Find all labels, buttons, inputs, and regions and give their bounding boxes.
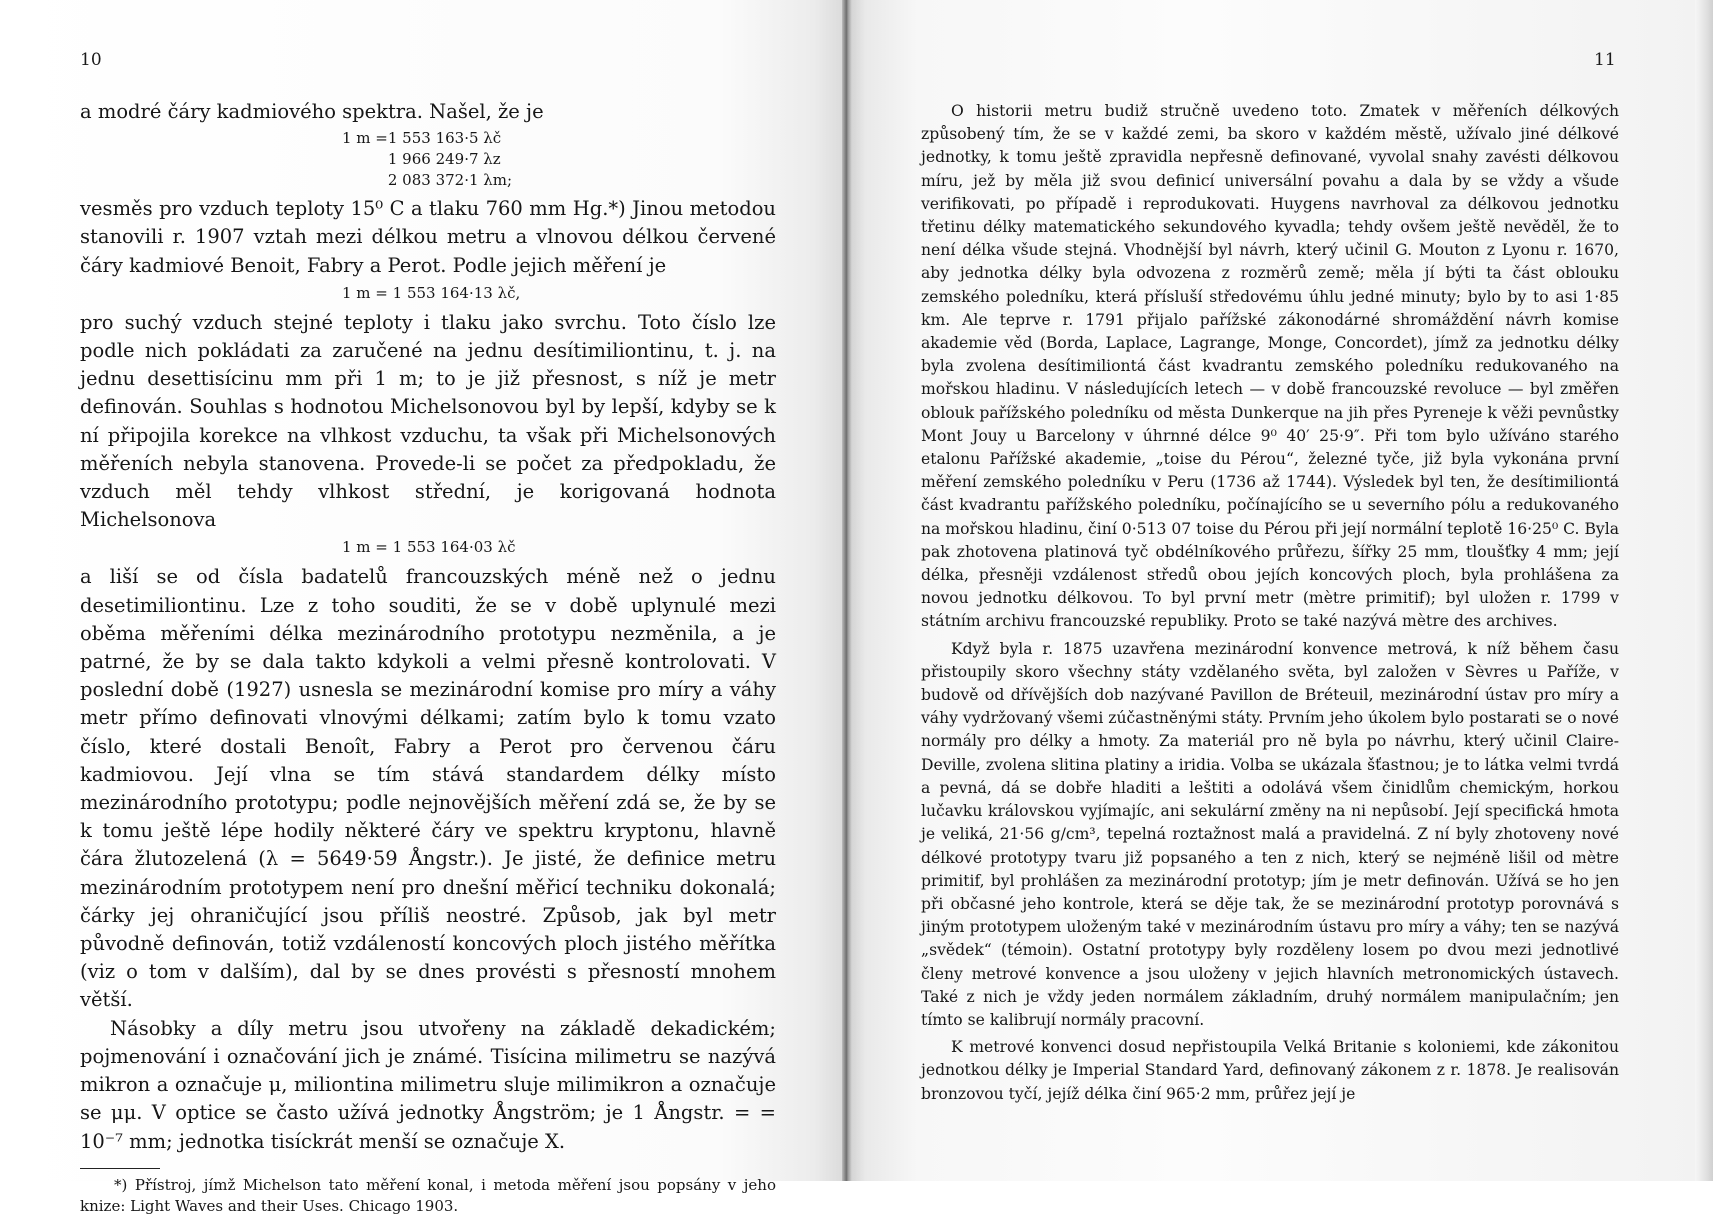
equation-corrected: 1 m = 1 553 164·03 λč: [342, 538, 516, 557]
footnote: *) Přístroj, jímž Michelson tato měření konal, i metoda měření jsou popsány v jeho knize: Light Waves and their Uses. Chicago 1903.: [80, 1175, 776, 1215]
paragraph: a modré čáry kadmiového spektra. Našel, že je: [80, 100, 544, 123]
page-number-right: 11: [1594, 50, 1616, 70]
right-page-body: [921, 100, 1619, 1106]
equation-line: 2 083 372·1 λm;: [387, 171, 513, 190]
page-number-left: 10: [80, 50, 102, 70]
paragraph: vesměs pro vzduch teploty 15⁰ C a tlaku 760 mm Hg.*) Jinou metodou stanovili r. 1907 vztah mezi délkou metru a vlnovou délkou červené čáry kadmiové Benoit, Fabry a Perot. Podle jejich měření je: [80, 197, 776, 277]
left-page: [0, 0, 848, 1215]
equation-line: 1 553 163·5 λč: [387, 129, 502, 148]
paragraph: Násobky a díly metru jsou utvořeny na základě dekadickém; pojmenování i označování jich je známé. Tisícina milimetru se nazývá mikron a označuje μ, miliontina milimetru sluje milimikron a označuje se μμ. V optice se často užívá jednotky Ångström; je 1 Ångstr. = = 10⁻⁷ mm; jednotka tisíckrát menší se označuje X.: [80, 1016, 776, 1153]
paragraph: pro suchý vzduch stejné teploty i tlaku jako svrchu. Toto číslo lze podle nich pokládati za zaručené na jednu desítimiliontinu, t. j. na jednu desettisícinu mm při 1 m; to je již přesnost, s níž je metr definován. Souhlas s hodnotou Michelsonovou byl by lepší, kdyby se k ní připojila korekce na vlhkost vzduchu, ta však při Michelsonových měřeních nebyla stanovena. Provede-li se počet za předpokladu, že vzduch měl tehdy vlhkost střední, je korigovaná hodnota Michelsonova: [80, 310, 776, 532]
equation-benoit: 1 m = 1 553 164·13 λč,: [342, 283, 521, 302]
equation-line: 1 966 249·7 λz: [387, 150, 501, 169]
paragraph: a liší se od čísla badatelů francouzských méně než o jednu desetimiliontinu. Lze z toho souditi, že se v době uplynulé mezi oběma měřeními délka mezinárodního prototypu nezměnila, a je patrné, že by se dala takto kdykoli a velmi přesně kontrolovati. V poslední době (1927) usnesla se mezinárodní komise pro míry a váhy metr přímo definovati vlnovými délkami; zatím bylo k tomu vzato číslo, které dostali Benoît, Fabry a Perot pro červenou čáru kadmiovou. Její vlna se tím stává standardem délky místo mezinárodního prototypu; podle nejnovějších měření zdá se, že by se k tomu ještě lépe hodily některé čáry ve spektru kryptonu, hlavně čára žlutozelená (λ = 5649·59 Ångstr.). Je jisté, že definice metru mezinárodním prototypem není pro dnešní měřicí techniku dokonalá; čárky jej ohraničující jsou příliš neostré. Způsob, jak byl metr původně definován, totiž vzdáleností koncových ploch jistého měřítka (viz o tom v dalším), dal by se dnes provésti s přesností mnohem větší.: [80, 565, 776, 1012]
equation-michelson: [342, 128, 776, 191]
footnote-divider: [80, 1168, 160, 1169]
paragraph: O historii metru budiž stručně uvedeno toto. Zmatek v měřeních délkových způsobený tím, že se v každé zemi, ba skoro v každém městě, užívalo jiné délkové jednotky, k tomu ještě zpravidla nepřesně definované, vyvolal snahy zavésti délkovou míru, jež by měla již svou definicí universální povahu a dala by se vždy a všude verifikovati, po případě i reprodukovati. Huygens navrhoval za délkovou jednotku třetinu délky matematického sekundového kyvadla; tehdy ovšem ještě nevěděl, že to není délka všude stejná. Vhodnější byl návrh, který učinil G. Mouton z Lyonu r. 1670, aby jednotka délky byla odvozena z rozměrů země; měla jí býti ta část oblouku zemského poledníku, která přísluší středovému úhlu jedné minuty; bylo by to asi 1·85 km. Ale teprve r. 1791 přijalo pařížské zákonodárné shromáždění návrh komise akademie věd (Borda, Laplace, Lagrange, Monge, Concordet), jímž za jednotku délky byla zvolena desítimiliontá část kvadrantu zemského poledníku redukovaného na mořskou hladinu. V následujících letech — v době francouzské revoluce — byl změřen oblouk pařížského poledníku od města Dunkerque na jih přes Pyreneje k věži pevnůstky Mont Jouy u Barcelony v úhrnné délce 9⁰ 40′ 25·9″. Při tom bylo užíváno starého etalonu Pařížské akademie, „toise du Pérou“, železné tyče, již byla vykonána první měření zemského poledníku v Peru (1736 až 1744). Výsledek byl ten, že desítimiliontá část kvadrantu pařížského poledníku, počínajícího se u severního pólu a redukovaného na mořskou hladinu, činí 0·513 07 toise du Pérou při její normální teplotě 16·25⁰ C. Byla pak zhotovena platinová tyč obdélníkového průřezu, šířky 25 mm, tloušťky 4 mm; její délka, přesněji vzdálenost středů obou jejích koncových ploch, byla prohlášena za novou jednotku délkovou. To byl první metr (mètre primitif); byl uložen r. 1799 v státním archivu francouzské republiky. Proto se také nazývá mètre des archives.: [921, 102, 1620, 631]
equation-lhs: 1 m =: [342, 129, 388, 148]
book-gutter: [842, 0, 852, 1181]
page-edge: [1695, 0, 1713, 1181]
paragraph: K metrové konvenci dosud nepřistoupila Velká Britanie s koloniemi, kde zákonitou jednotkou délky je Imperial Standard Yard, definovaný zákonem z r. 1878. Je realisován bronzovou tyčí, jejíž délka činí 965·2 mm, průřez její je: [921, 1038, 1619, 1103]
paragraph: Když byla r. 1875 uzavřena mezinárodní konvence metrová, k níž během času přistoupily skoro všechny státy vzdělaného světa, byl založen v Sèvres u Paříže, v budově od dřívějších dob nazývané Pavillon de Bréteuil, mezinárodní ústav pro míry a váhy vydržovaný všemi zúčastněnými státy. Prvním jeho úkolem bylo postarati se o nové normály pro délky a hmoty. Za materiál pro ně byla po návrhu, který učinil Claire-Deville, zvolena slitina platiny a iridia. Volba se ukázala šťastnou; je to látka velmi tvrdá a pevná, dá se dobře hladiti a leštiti a odolává všem činidlům chemickým, horkou lučavku královskou vyjímajíc, ani sekulární změny na ni nepůsobí. Její specifická hmota je veliká, 21·56 g/cm³, tepelná roztažnost malá a pravidelná. Z ní byly zhotoveny nové délkové prototypy tvaru již popsaného a ten z nich, který se nejméně lišil od mètre primitif, byl prohlášen za mezinárodní prototyp; jím je metr definován. Užívá se ho jen při občasné jeho kontrole, která se děje tak, že se mezinárodní prototyp porovnává s jiným prototypem uloženým také v mezinárodním ústavu pro míry a váhy; ten se nazývá „svědek“ (témoin). Ostatní prototypy byly rozděleny losem po dvou mezi jednotlivé členy metrové konvence a jsou uloženy v jejich hlavních metronomických ústavech. Také z nich je vždy jeden normálem základním, druhý normálem manipulačním; jen tímto se kalibrují normály pracovní.: [921, 639, 1620, 1029]
left-page-body: [80, 98, 776, 1217]
equation-values: [388, 128, 512, 191]
